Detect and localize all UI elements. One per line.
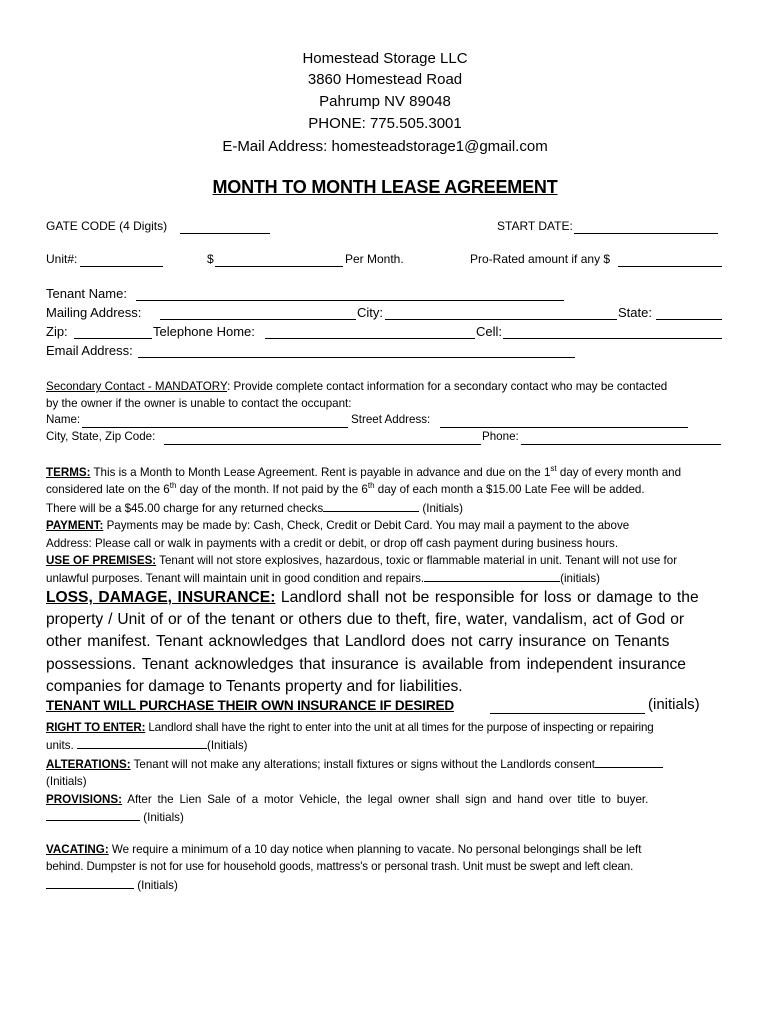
provisions-text: After the Lien Sale of a motor Vehicle, the legal owner shall sign and hand over title to buyer. — [122, 792, 649, 806]
state-label: State: — [618, 305, 652, 320]
tenant-insurance-statement: TENANT WILL PURCHASE THEIR OWN INSURANCE IF DESIRED — [46, 698, 454, 713]
right-text: units. — [46, 739, 74, 753]
vacating-heading: VACATING: — [46, 843, 109, 856]
use-text: unlawful purposes. Tenant will maintain unit in good condition and repairs. — [46, 572, 425, 586]
use-initials-field[interactable] — [424, 569, 560, 582]
secondary-street-label: Street Address: — [351, 413, 431, 426]
payment-text: Address: Please call or walk in payments with a credit or debit, or drop off cash payment during business hours. — [46, 536, 619, 550]
loss-text: possessions. Tenant acknowledges that insurance is available from independent insurance — [46, 655, 686, 673]
zip-label: Zip: — [46, 324, 68, 339]
vacating-text: We require a minimum of a 10 day notice when planning to vacate. No personal belongings shall be left — [108, 843, 642, 856]
prorated-label: Pro-Rated amount if any $ — [470, 252, 611, 266]
initials-label: (Initials) — [206, 739, 248, 753]
secondary-contact-text-1: : Provide complete contact information for a secondary contact who may be contacted — [227, 380, 668, 393]
mailing-address-field[interactable] — [160, 307, 356, 320]
tenant-name-field[interactable] — [136, 288, 564, 301]
alterations-text: Tenant will not make any alterations; install fixtures or signs without the Landlords consent — [130, 757, 596, 771]
start-date-field[interactable] — [574, 221, 718, 234]
secondary-phone-field[interactable] — [521, 432, 721, 445]
initials-label: (initials) — [560, 572, 601, 586]
initials-label: (Initials) — [46, 775, 87, 789]
per-month-label: Per Month. — [345, 252, 404, 266]
cell-label: Cell: — [476, 324, 503, 339]
secondary-contact-text-2: by the owner if the owner is unable to contact the occupant: — [46, 397, 352, 411]
terms-text: This is a Month to Month Lease Agreement. Rent is payable in advance and due on the 1 — [90, 466, 551, 479]
loss-text: property / Unit of or of the tenant or others due to theft, fire, water, vandalism, act of God or — [46, 611, 685, 629]
unit-label: Unit#: — [46, 252, 78, 266]
secondary-city-label: City, State, Zip Code: — [46, 430, 156, 443]
prorated-field[interactable] — [618, 254, 722, 267]
company-city: Pahrump NV 89048 — [319, 93, 451, 110]
terms-text: day of the month. If not paid by the 6 — [176, 483, 368, 497]
initials-label: (initials) — [648, 696, 700, 713]
company-email: E-Mail Address: homesteadstorage1@gmail.com — [222, 138, 548, 155]
telephone-home-field[interactable] — [265, 326, 475, 339]
cell-field[interactable] — [503, 326, 722, 339]
alterations-initials-field[interactable] — [595, 755, 663, 768]
terms-text: considered late on the 6 — [46, 483, 170, 497]
email-address-field[interactable] — [138, 345, 575, 358]
insurance-initials-field[interactable] — [490, 701, 645, 714]
tenant-name-label: Tenant Name: — [46, 286, 127, 301]
initials-label: (Initials) — [422, 501, 463, 515]
secondary-contact-section — [46, 378, 726, 413]
city-label: City: — [357, 305, 383, 320]
use-of-premises-heading: USE OF PREMISES: — [46, 554, 157, 568]
vacating-text: behind. Dumpster is not for use for household goods, mattress's or personal trash. Unit must be swept and left clean. — [46, 860, 634, 874]
alterations-heading: ALTERATIONS: — [46, 757, 131, 771]
provisions-heading: PROVISIONS: — [46, 792, 123, 806]
secondary-phone-label: Phone: — [482, 430, 519, 443]
loss-damage-heading: LOSS, DAMAGE, INSURANCE: — [46, 589, 276, 606]
terms-text: There will be a $45.00 charge for any returned checks — [46, 501, 324, 515]
initials-label: (Initials) — [137, 878, 178, 892]
right-to-enter-section — [46, 719, 726, 826]
secondary-street-field[interactable] — [440, 415, 688, 428]
terms-text: day of each month a $15.00 Late Fee will be added. — [374, 483, 645, 497]
secondary-city-field[interactable] — [164, 432, 481, 445]
start-date-label: START DATE: — [497, 219, 573, 233]
provisions-initials-field[interactable] — [46, 808, 140, 821]
terms-heading: TERMS: — [46, 466, 91, 479]
terms-sup-st: st — [550, 464, 557, 474]
state-field[interactable] — [656, 307, 722, 320]
initials-label: (Initials) — [143, 811, 184, 825]
terms-section — [46, 464, 726, 588]
email-address-label: Email Address: — [46, 343, 133, 358]
terms-text: day of every month and — [556, 466, 682, 479]
right-text: Landlord shall have the right to enter into the unit at all times for the purpose of inspecting or repairing — [145, 721, 654, 734]
company-name: Homestead Storage LLC — [302, 50, 468, 67]
payment-text: Payments may be made by: Cash, Check, Credit or Debit Card. You may mail a payment to the above — [103, 519, 630, 533]
company-phone: PHONE: 775.505.3001 — [308, 115, 462, 132]
rent-amount-field[interactable] — [215, 254, 343, 267]
city-field[interactable] — [385, 307, 617, 320]
document-title: MONTH TO MONTH LEASE AGREEMENT — [212, 177, 558, 197]
vacating-section — [46, 841, 726, 894]
mailing-address-label: Mailing Address: — [46, 305, 142, 320]
secondary-name-field[interactable] — [82, 415, 348, 428]
loss-text: Landlord shall not be responsible for loss or damage to the — [275, 589, 699, 606]
zip-field[interactable] — [74, 326, 152, 339]
terms-sup-th: th — [169, 481, 177, 491]
unit-field[interactable] — [80, 254, 163, 267]
use-text: Tenant will not store explosives, hazardous, toxic or flammable material in unit. Tenant will not use for — [156, 554, 678, 568]
terms-sup-th: th — [367, 481, 375, 491]
company-street: 3860 Homestead Road — [307, 71, 463, 88]
gate-code-label: GATE CODE (4 Digits) — [46, 219, 168, 233]
dollar-sign: $ — [207, 252, 214, 266]
vacating-initials-field[interactable] — [46, 876, 134, 889]
loss-text: companies for damage to Tenants property and for liabilities. — [46, 677, 463, 695]
secondary-contact-heading: Secondary Contact - MANDATORY — [46, 380, 228, 393]
returned-checks-initials-field[interactable] — [323, 499, 419, 512]
loss-text: other manifest. Tenant acknowledges that Landlord does not carry insurance on Tenants — [46, 633, 670, 651]
secondary-name-label: Name: — [46, 413, 81, 426]
right-initials-field[interactable] — [77, 736, 207, 749]
payment-heading: PAYMENT: — [46, 519, 104, 533]
telephone-home-label: Telephone Home: — [153, 324, 255, 339]
loss-damage-section — [46, 587, 726, 698]
right-to-enter-heading: RIGHT TO ENTER: — [46, 721, 146, 734]
gate-code-field[interactable] — [180, 221, 270, 234]
